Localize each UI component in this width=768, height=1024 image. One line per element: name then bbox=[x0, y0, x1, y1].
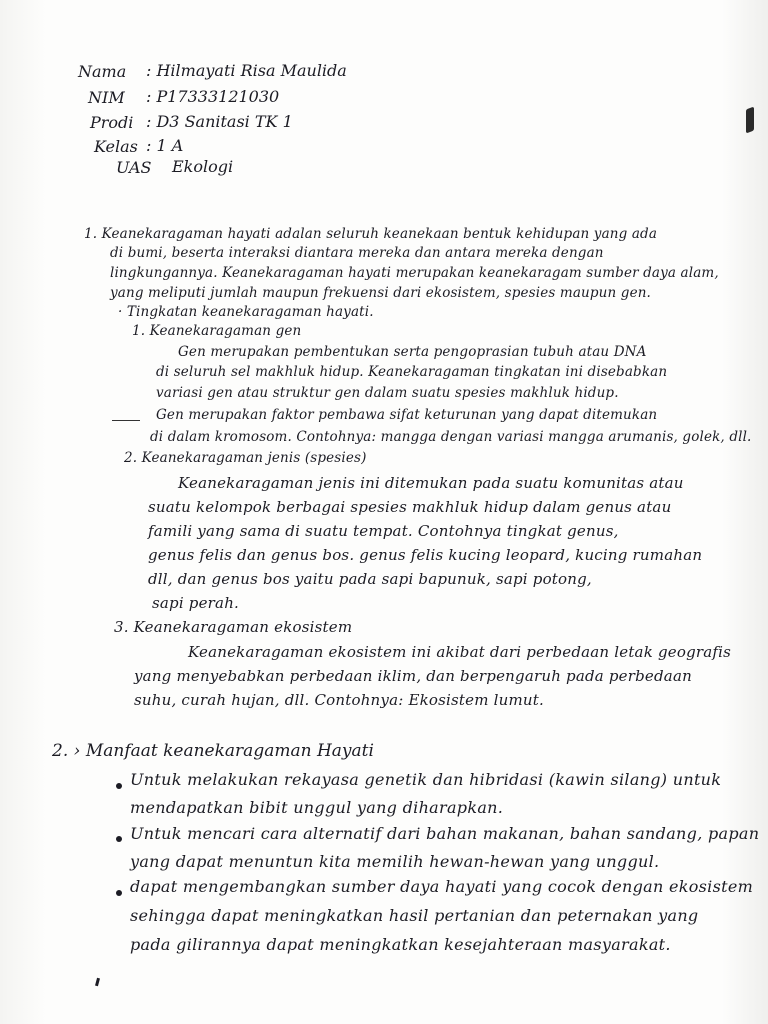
eko-line: yang menyebabkan perbedaan iklim, dan berpengaruh pada perbedaan bbox=[134, 667, 692, 685]
jenis-line: dll, dan genus bos yaitu pada sapi bapunuk, sapi potong, bbox=[148, 570, 592, 588]
q2-b2-line: Untuk mencari cara alternatif dari bahan makanan, bahan sandang, papan bbox=[130, 824, 760, 843]
q2-b1-line: Untuk melakukan rekayasa genetik dan hibridasi (kawin silang) untuk bbox=[130, 770, 722, 789]
q2-b3-line: dapat mengembangkan sumber daya hayati yang cocok dengan ekosistem bbox=[130, 877, 754, 896]
kelas-label: Kelas bbox=[94, 137, 138, 156]
jenis-line: Keanekaragaman jenis ini ditemukan pada suatu komunitas atau bbox=[178, 474, 684, 492]
eko-line: Keanekaragaman ekosistem ini akibat dari perbedaan letak geografis bbox=[188, 643, 732, 661]
eko-title: 3. Keanekaragaman ekosistem bbox=[114, 618, 353, 636]
ink-mark bbox=[746, 107, 754, 134]
gen-line: Gen merupakan faktor pembawa sifat keturunan yang dapat ditemukan bbox=[156, 407, 658, 423]
pen-mark bbox=[95, 978, 100, 987]
q2-b3-line: sehingga dapat meningkatkan hasil pertanian dan peternakan yang bbox=[130, 906, 699, 925]
nim-label: NIM bbox=[88, 88, 125, 107]
bullet bbox=[116, 890, 122, 896]
q1-line: 1. Keanekaragaman hayati adalan seluruh keanekaan bentuk kehidupan yang ada bbox=[84, 226, 658, 242]
jenis-line: famili yang sama di suatu tempat. Contohnya tingkat genus, bbox=[148, 522, 619, 540]
kelas-value: : 1 A bbox=[146, 136, 184, 155]
gen-line: variasi gen atau struktur gen dalam suatu spesies makhluk hidup. bbox=[156, 385, 619, 401]
prodi-label: Prodi bbox=[90, 113, 134, 132]
uas-value: Ekologi bbox=[172, 157, 234, 176]
jenis-line: suatu kelompok berbagai spesies makhluk hidup dalam genus atau bbox=[148, 498, 672, 516]
q2-b3-line: pada gilirannya dapat meningkatkan kesejahteraan masyarakat. bbox=[130, 935, 671, 954]
prodi-value: : D3 Sanitasi TK 1 bbox=[146, 112, 293, 131]
nama-label: Nama bbox=[78, 62, 127, 81]
nama-value: : Hilmayati Risa Maulida bbox=[146, 61, 347, 80]
jenis-title: 2. Keanekaragaman jenis (spesies) bbox=[124, 450, 367, 466]
gen-line: di dalam kromosom. Contohnya: mangga dengan variasi mangga arumanis, golek, dll. bbox=[150, 429, 752, 445]
q2-title: 2. › Manfaat keanekaragaman Hayati bbox=[52, 741, 374, 761]
q2-b1-line: mendapatkan bibit unggul yang diharapkan. bbox=[130, 798, 504, 817]
uas-label: UAS bbox=[116, 158, 152, 177]
q1-line: lingkungannya. Keanekaragaman hayati merupakan keanekaragam sumber daya alam, bbox=[110, 265, 719, 281]
q2-b2-line: yang dapat menuntun kita memilih hewan-hewan yang unggul. bbox=[130, 852, 660, 871]
gen-line: Gen merupakan pembentukan serta pengoprasian tubuh atau DNA bbox=[178, 344, 647, 360]
eko-line: suhu, curah hujan, dll. Contohnya: Ekosistem lumut. bbox=[134, 691, 544, 709]
nim-value: : P17333121030 bbox=[146, 87, 280, 106]
gen-title: 1. Keanekaragaman gen bbox=[132, 323, 302, 339]
jenis-line: genus felis dan genus bos. genus felis kucing leopard, kucing rumahan bbox=[148, 546, 703, 564]
bullet bbox=[116, 836, 122, 842]
q1-line: · Tingkatan keanekaragaman hayati. bbox=[118, 304, 374, 320]
gen-line: di seluruh sel makhluk hidup. Keanekaragaman tingkatan ini disebabkan bbox=[156, 364, 668, 380]
q1-line: yang meliputi jumlah maupun frekuensi dari ekosistem, spesies maupun gen. bbox=[110, 285, 652, 301]
jenis-line: sapi perah. bbox=[152, 594, 240, 612]
bullet bbox=[116, 783, 122, 789]
margin-dash bbox=[112, 420, 140, 421]
q1-line: di bumi, beserta interaksi diantara mereka dan antara mereka dengan bbox=[110, 245, 604, 261]
